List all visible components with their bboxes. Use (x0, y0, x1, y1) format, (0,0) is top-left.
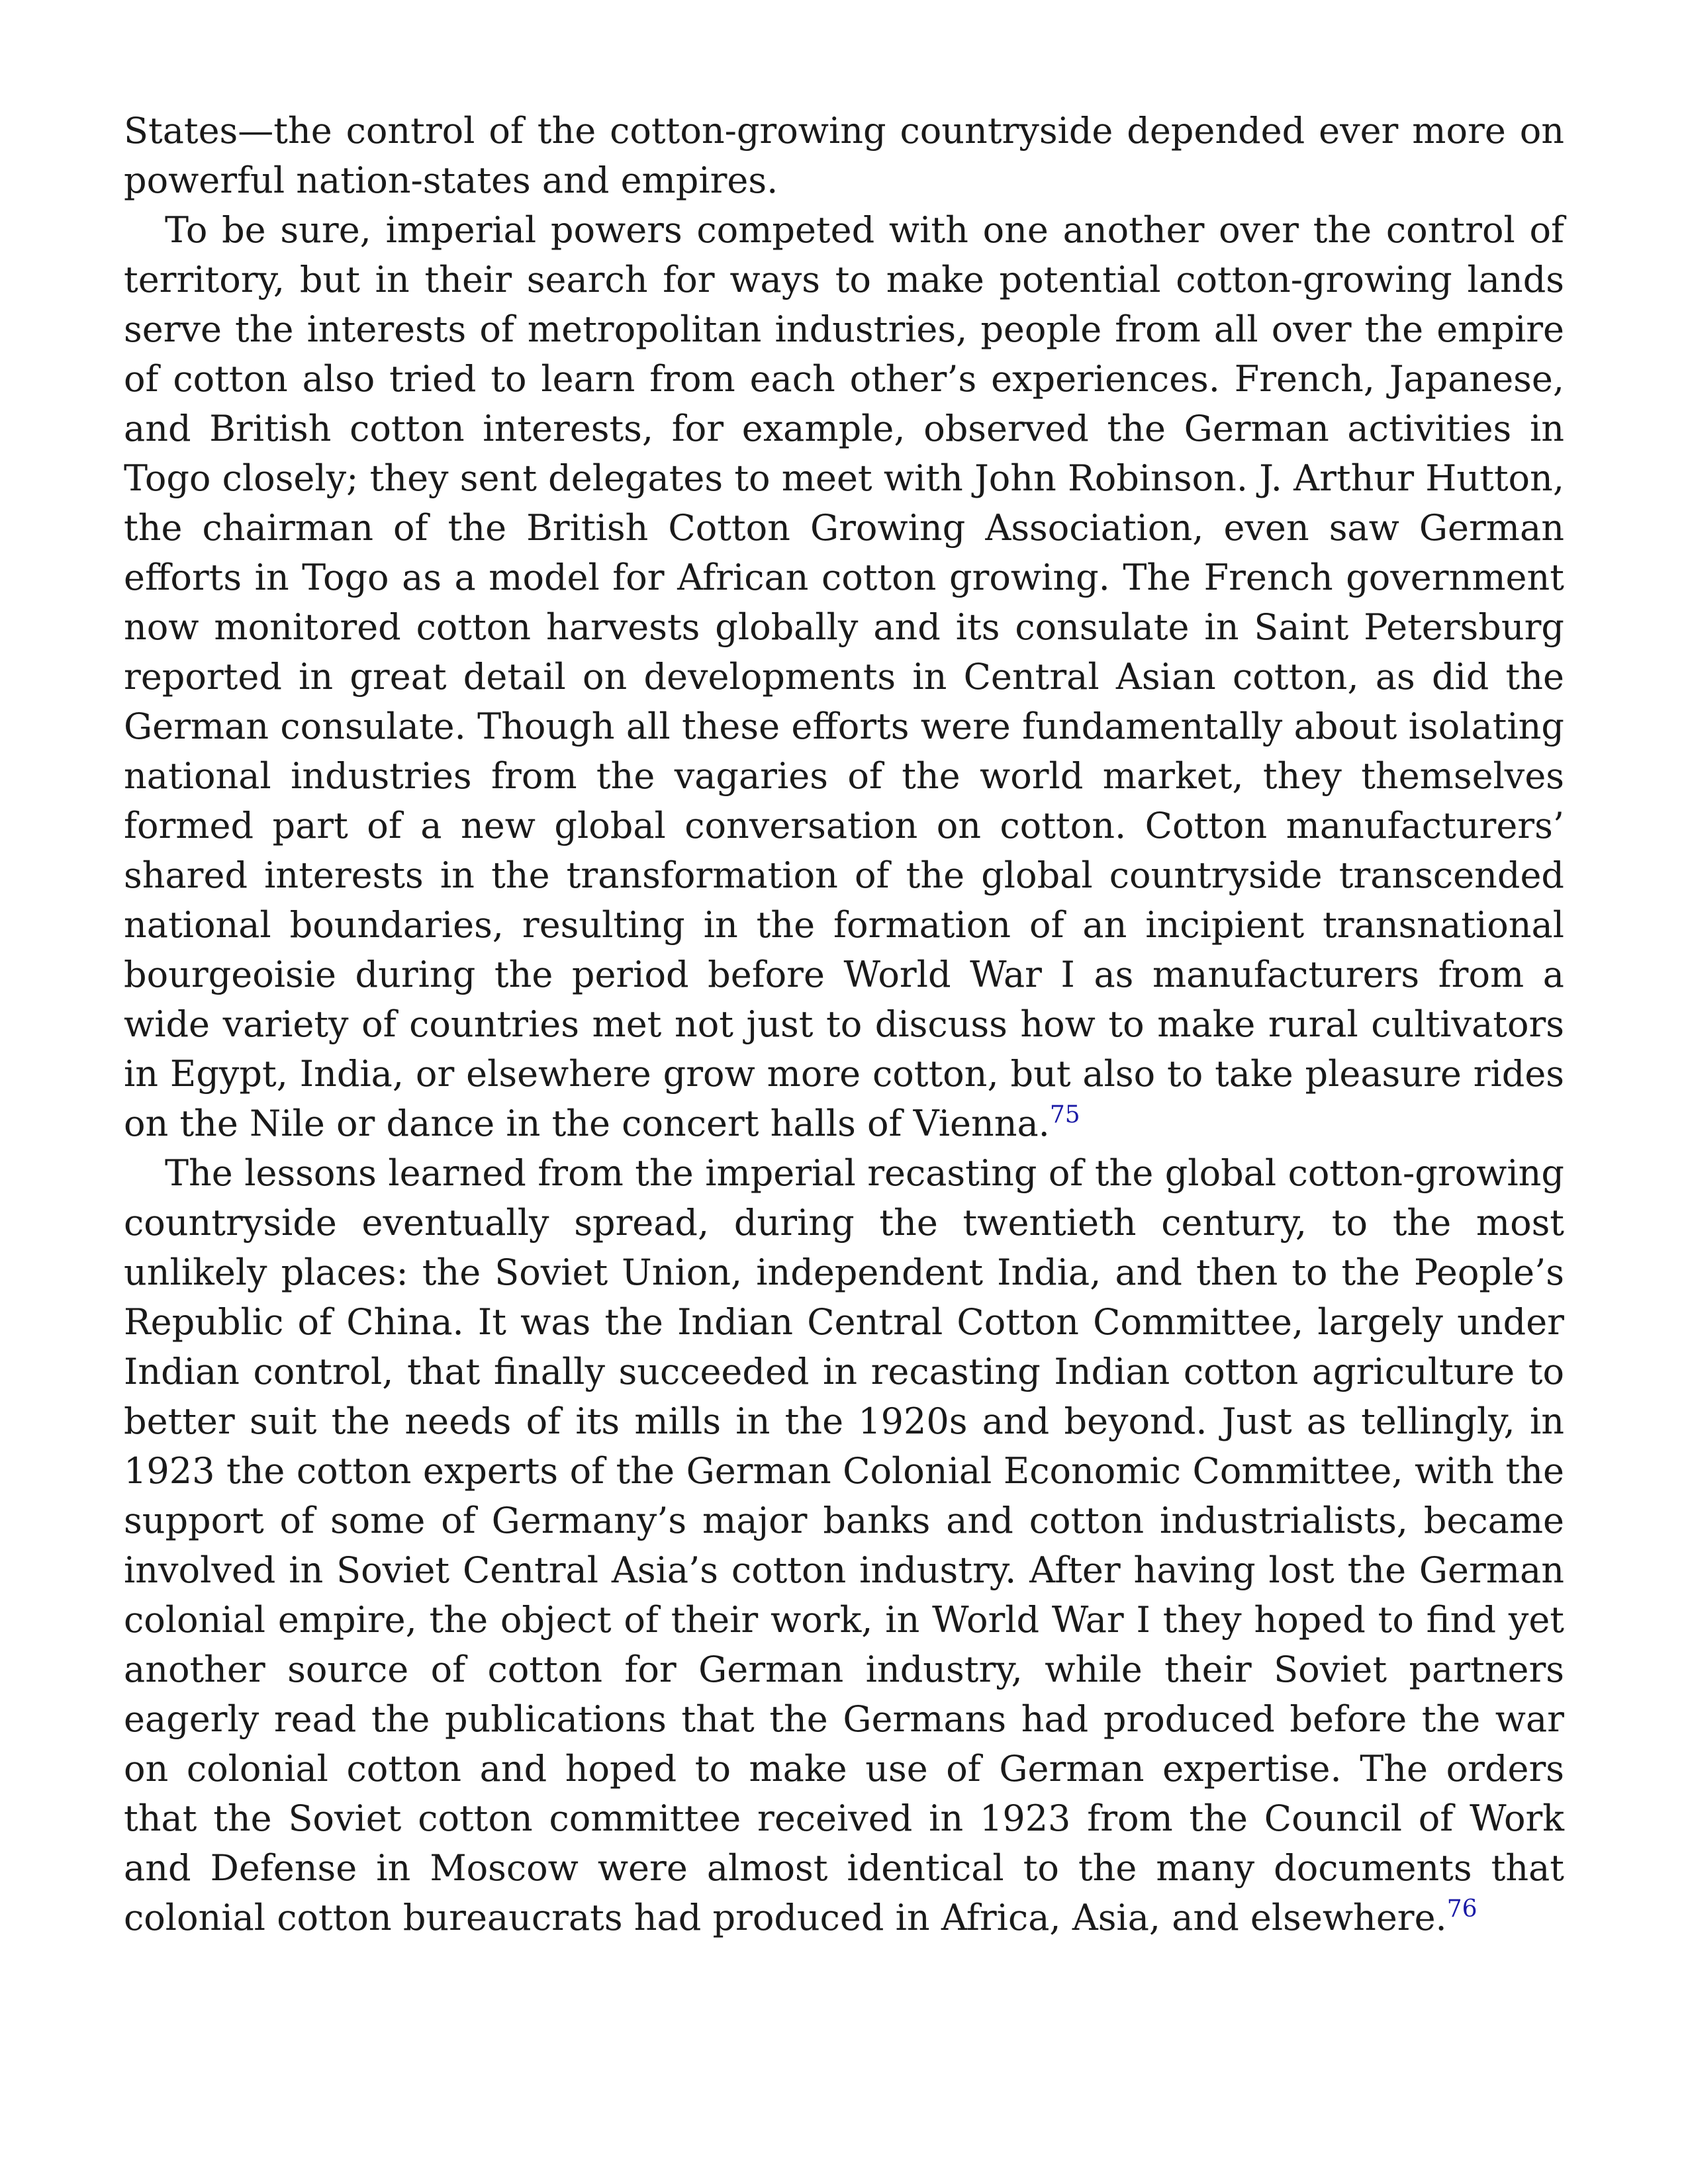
page-body (124, 106, 1564, 1942)
paragraph-1-text: States—the control of the cotton-growing countryside depended ever more on powerful nation-states and empires. (124, 110, 1564, 201)
paragraph-2-text: To be sure, imperial powers competed with one another over the control of territory, but in their search for ways to make potential cotton-growing lands serve the interests of metropolitan industries, people from all over the empire of cotton also tried to learn from each other’s experiences. French, Japanese, and British cotton interests, for example, observed the German activities in Togo closely; they sent delegates to meet with John Robinson. J. Arthur Hutton, the chairman of the British Cotton Growing Association, even saw German efforts in Togo as a model for African cotton growing. The French government now monitored cotton harvests globally and its consulate in Saint Petersburg reported in great detail on developments in Central Asian cotton, as did the German consulate. Though all these efforts were fundamentally about isolating national industries from the vagaries of the world market, they themselves formed part of a new global conversation on cotton. Cotton manufacturers’ shared interests in the transformation of the global countryside transcended national boundaries, resulting in the formation of an incipient transnational bourgeoisie during the period before World War I as manufacturers from a wide variety of countries met not just to discuss how to make rural cultivators in Egypt, India, or elsewhere grow more cotton, but also to take pleasure rides on the Nile or dance in the concert halls of Vienna. (124, 209, 1564, 1144)
paragraph-2 (124, 205, 1564, 1148)
footnote-ref-75[interactable]: 75 (1049, 1101, 1080, 1128)
paragraph-1 (124, 106, 1564, 205)
paragraph-3 (124, 1148, 1564, 1942)
paragraph-3-text: The lessons learned from the imperial recasting of the global cotton-growing countryside eventually spread, during the twentieth century, to the most unlikely places: the Soviet Union, independent India, and then to the People’s Republic of China. It was the Indian Central Cotton Committee, largely under Indian control, that finally succeeded in recasting Indian cotton agriculture to better suit the needs of its mills in the 1920s and beyond. Just as tellingly, in 1923 the cotton experts of the German Colonial Economic Committee, with the support of some of Germany’s major banks and cotton industrialists, became involved in Soviet Central Asia’s cotton industry. After having lost the German colonial empire, the object of their work, in World War I they hoped to find yet another source of cotton for German industry, while their Soviet partners eagerly read the publications that the Germans had produced before the war on colonial cotton and hoped to make use of German expertise. The orders that the Soviet cotton committee received in 1923 from the Council of Work and Defense in Moscow were almost identical to the many documents that colonial cotton bureaucrats had produced in Africa, Asia, and elsewhere. (124, 1152, 1564, 1938)
footnote-ref-76[interactable]: 76 (1446, 1895, 1477, 1923)
